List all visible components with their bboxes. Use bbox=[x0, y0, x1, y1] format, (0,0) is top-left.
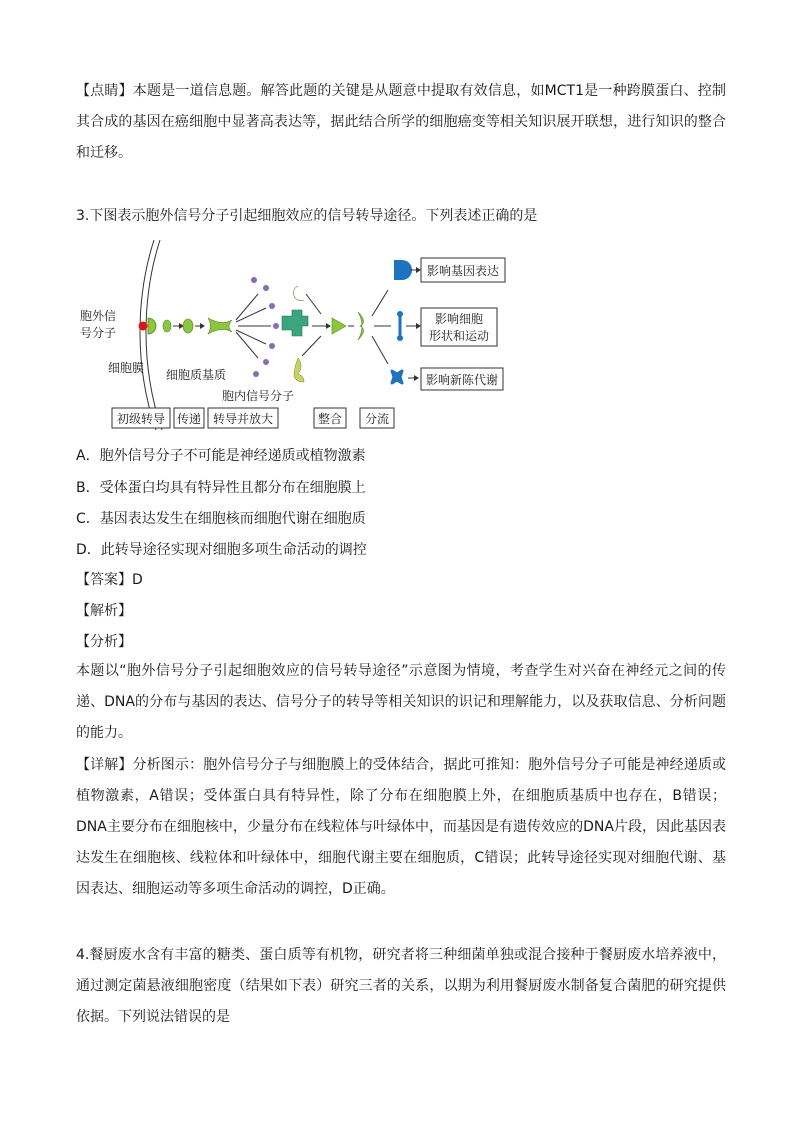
branch-protein bbox=[358, 312, 364, 340]
branch-arrows bbox=[372, 290, 391, 364]
effect-label-metabolism: 影响新陈代谢 bbox=[425, 373, 499, 387]
effect-label-shape-a: 影响细胞 bbox=[434, 312, 484, 326]
fenxi-heading: 【分析】 bbox=[76, 634, 132, 650]
signal-transduction-diagram bbox=[76, 236, 516, 430]
label-extracellular-signal-b: 号分子 bbox=[80, 326, 117, 340]
teal-integrator-molecule bbox=[282, 310, 308, 336]
stage-label-4: 整合 bbox=[317, 412, 343, 426]
amplification-arrows bbox=[236, 294, 271, 358]
relay-oval-2 bbox=[183, 319, 193, 333]
option-b: B．受体蛋白均具有特异性且都分布在细胞膜上 bbox=[76, 480, 366, 496]
relay-oval-1 bbox=[163, 320, 171, 332]
label-cytoplasmic-matrix: 细胞质基质 bbox=[166, 368, 227, 382]
question-4-stem: 4.餐厨废水含有丰富的糖类、蛋白质等有机物，研究者将三种细菌单独或混合接种于餐厨废水培养液中，通过测定菌悬液细胞密度（结果如下表）研究三者的关系，以期为利用餐厨废水制备复合菌肥的研究提供依据。下列说法错误的是 bbox=[76, 947, 726, 1025]
crescent-molecule bbox=[293, 286, 304, 301]
bottom-molecule bbox=[294, 358, 304, 382]
membrane-line-inner bbox=[146, 240, 162, 430]
jiexi-heading: 【解析】 bbox=[76, 603, 132, 619]
gene-expression-icon bbox=[394, 260, 412, 280]
effect-label-gene: 影响基因表达 bbox=[426, 264, 500, 278]
answer-line: 【答案】D bbox=[76, 572, 143, 588]
integration-triangle bbox=[332, 318, 346, 334]
label-intracellular-signal: 胞内信号分子 bbox=[222, 389, 295, 403]
option-a: A．胞外信号分子不可能是神经递质或植物激素 bbox=[76, 448, 366, 464]
analysis-paragraph: 本题以“胞外信号分子引起细胞效应的信号转导途径”示意图为情境，考查学生对兴奋在神经元之间的传递、DNA的分布与基因的表达、信号分子的转导等相关知识的识记和理解能力，以及获取信息、分析问题的能力。 bbox=[76, 663, 726, 741]
receptor-protein bbox=[148, 318, 156, 334]
option-d: D．此转导途径实现对细胞多项生命活动的调控 bbox=[76, 542, 367, 558]
stage-label-3: 转导并放大 bbox=[212, 412, 274, 426]
question-3-stem: 3.下图表示胞外信号分子引起细胞效应的信号转导途径。下列表述正确的是 bbox=[76, 208, 538, 224]
label-cell-membrane: 细胞膜 bbox=[108, 361, 145, 375]
label-extracellular-signal-a: 胞外信 bbox=[80, 309, 117, 323]
extracellular-signal-molecule bbox=[139, 322, 148, 331]
intracellular-signal-dots bbox=[251, 277, 279, 377]
metabolism-icon bbox=[392, 371, 402, 383]
option-c: C．基因表达发生在细胞核而细胞代谢在细胞质 bbox=[76, 511, 366, 527]
amplifier-protein bbox=[208, 318, 232, 334]
stage-label-5: 分流 bbox=[364, 412, 390, 426]
stage-label-1: 初级转导 bbox=[116, 412, 166, 426]
detail-paragraph: 【详解】分析图示：胞外信号分子与细胞膜上的受体结合，据此可推知：胞外信号分子可能是神经递质或植物激素，A错误；受体蛋白具有特异性，除了分布在细胞膜上外，在细胞质基质中也存在，B错误；DNA主要分布在细胞核中，少量分布在线粒体与叶绿体中，而基因是有遗传效应的DNA片段，因此基因表达发生在细胞核、线粒体和叶绿体中，细胞代谢主要在细胞质，C错误；此转导途径实现对细胞代谢、基因表达、细胞运动等多项生命活动的调控，D正确。 bbox=[76, 757, 726, 897]
stage-label-2: 传递 bbox=[176, 412, 202, 426]
prev-comment: 【点睛】本题是一道信息题。解答此题的关键是从题意中提取有效信息，如MCT1是一种跨膜蛋白、控制其合成的基因在癌细胞中显著高表达等，据此结合所学的细胞癌变等相关知识展开联想，进行知识的整合和迁移。 bbox=[76, 83, 726, 161]
effect-label-shape-b: 形状和运动 bbox=[428, 329, 490, 343]
